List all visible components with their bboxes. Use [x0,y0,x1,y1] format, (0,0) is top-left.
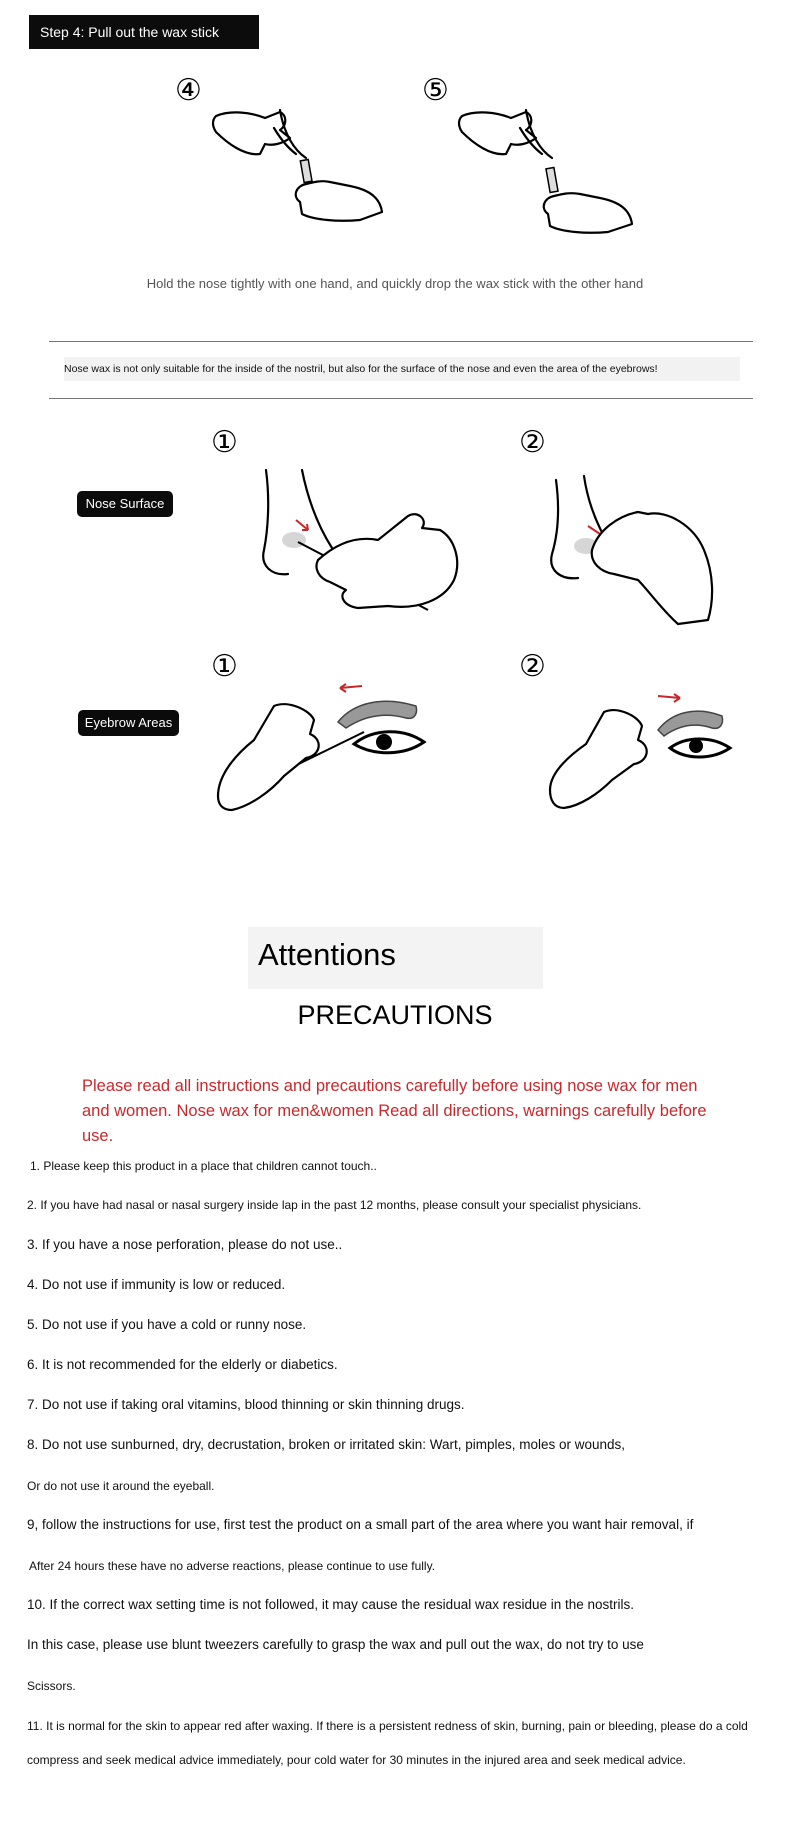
precaution-item-10-cont: In this case, please use blunt tweezers carefully to grasp the wax and pull out the wax, do not try to use [27,1637,644,1652]
wax-stick-icon [546,167,558,192]
nose-profile-icon [263,470,288,574]
wax-spot-icon [282,532,306,548]
precaution-item-1: 1. Please keep this product in a place that children cannot touch.. [30,1159,377,1173]
pupil-icon [689,739,703,753]
nose-surface-number-2: ② [519,425,546,460]
nose-profile-icon [551,480,578,578]
hand-icon [592,512,712,624]
nose-surface-illustration-2 [548,470,718,630]
step-number-5: ⑤ [422,73,449,108]
eyebrow-illustration-2 [546,690,736,820]
precaution-item-8-cont: Or do not use it around the eyeball. [27,1479,215,1493]
precaution-item-3: 3. If you have a nose perforation, please do not use.. [27,1237,343,1252]
precaution-item-7: 7. Do not use if taking oral vitamins, blood thinning or skin thinning drugs. [27,1397,465,1412]
eyebrow-number-1: ① [211,649,238,684]
precaution-item-6: 6. It is not recommended for the elderly or diabetics. [27,1357,338,1372]
precaution-item-4: 4. Do not use if immunity is low or reduced. [27,1277,286,1292]
step-caption: Hold the nose tightly with one hand, and quickly drop the wax stick with the other hand [146,276,644,291]
nose-bridge-icon [302,470,332,548]
precaution-item-2: 2. If you have had nasal or nasal surgery inside lap in the past 12 months, please consult your specialist physicians. [27,1198,642,1212]
nose-surface-illustration-1 [258,470,468,620]
step-banner: Step 4: Pull out the wax stick [29,15,259,49]
step4-illustration [210,104,390,234]
lower-hand-icon [544,193,632,233]
usage-note: Nose wax is not only suitable for the inside of the nostril, but also for the surface of the nose and even the area of the eyebrows! [64,357,740,381]
eyebrow-icon [658,711,723,736]
hand-icon [550,710,647,808]
step-number-4: ④ [175,73,202,108]
nose-surface-number-1: ① [211,425,238,460]
divider-top [49,341,753,342]
divider-bottom [49,398,753,399]
precaution-item-10-end: Scissors. [27,1679,76,1693]
eyebrow-number-2: ② [519,649,546,684]
hand-icon [218,704,319,810]
nose-surface-label: Nose Surface [77,491,173,517]
precaution-item-8: 8. Do not use sunburned, dry, decrustation, broken or irritated skin: Wart, pimples, moles or wounds, [27,1437,626,1452]
eyebrow-illustration-1 [214,676,434,816]
precaution-item-11: 11. It is normal for the skin to appear red after waxing. If there is a persistent redness of skin, burning, pain or bleeding, please do a cold [27,1719,748,1733]
step5-illustration [456,104,646,244]
precaution-item-9: 9, follow the instructions for use, first test the product on a small part of the area where you want hair removal, if [27,1517,694,1532]
precautions-title: PRECAUTIONS [297,1000,493,1030]
warning-text: Please read all instructions and precautions carefully before using nose wax for men and women. Nose wax for men&women Read all directions, warnings carefully before use. [82,1077,707,1145]
eyebrow-areas-label: Eyebrow Areas [78,710,179,736]
precaution-item-9-cont: After 24 hours these have no adverse reactions, please continue to use fully. [29,1559,436,1573]
pupil-icon [376,734,392,750]
precaution-item-10: 10. If the correct wax setting time is not followed, it may cause the residual wax residue in the nostrils. [27,1597,635,1612]
lower-hand-icon [296,181,382,221]
red-arrow-icon [588,526,600,534]
eyebrow-icon [338,701,417,728]
attentions-title: Attentions [258,937,396,972]
precaution-item-11-cont: compress and seek medical advice immediately, pour cold water for 30 minutes in the injured area and seek medical advice. [27,1753,686,1767]
precaution-item-5: 5. Do not use if you have a cold or runny nose. [27,1317,307,1332]
wax-stick-icon [300,159,312,182]
hand-icon [317,514,458,608]
